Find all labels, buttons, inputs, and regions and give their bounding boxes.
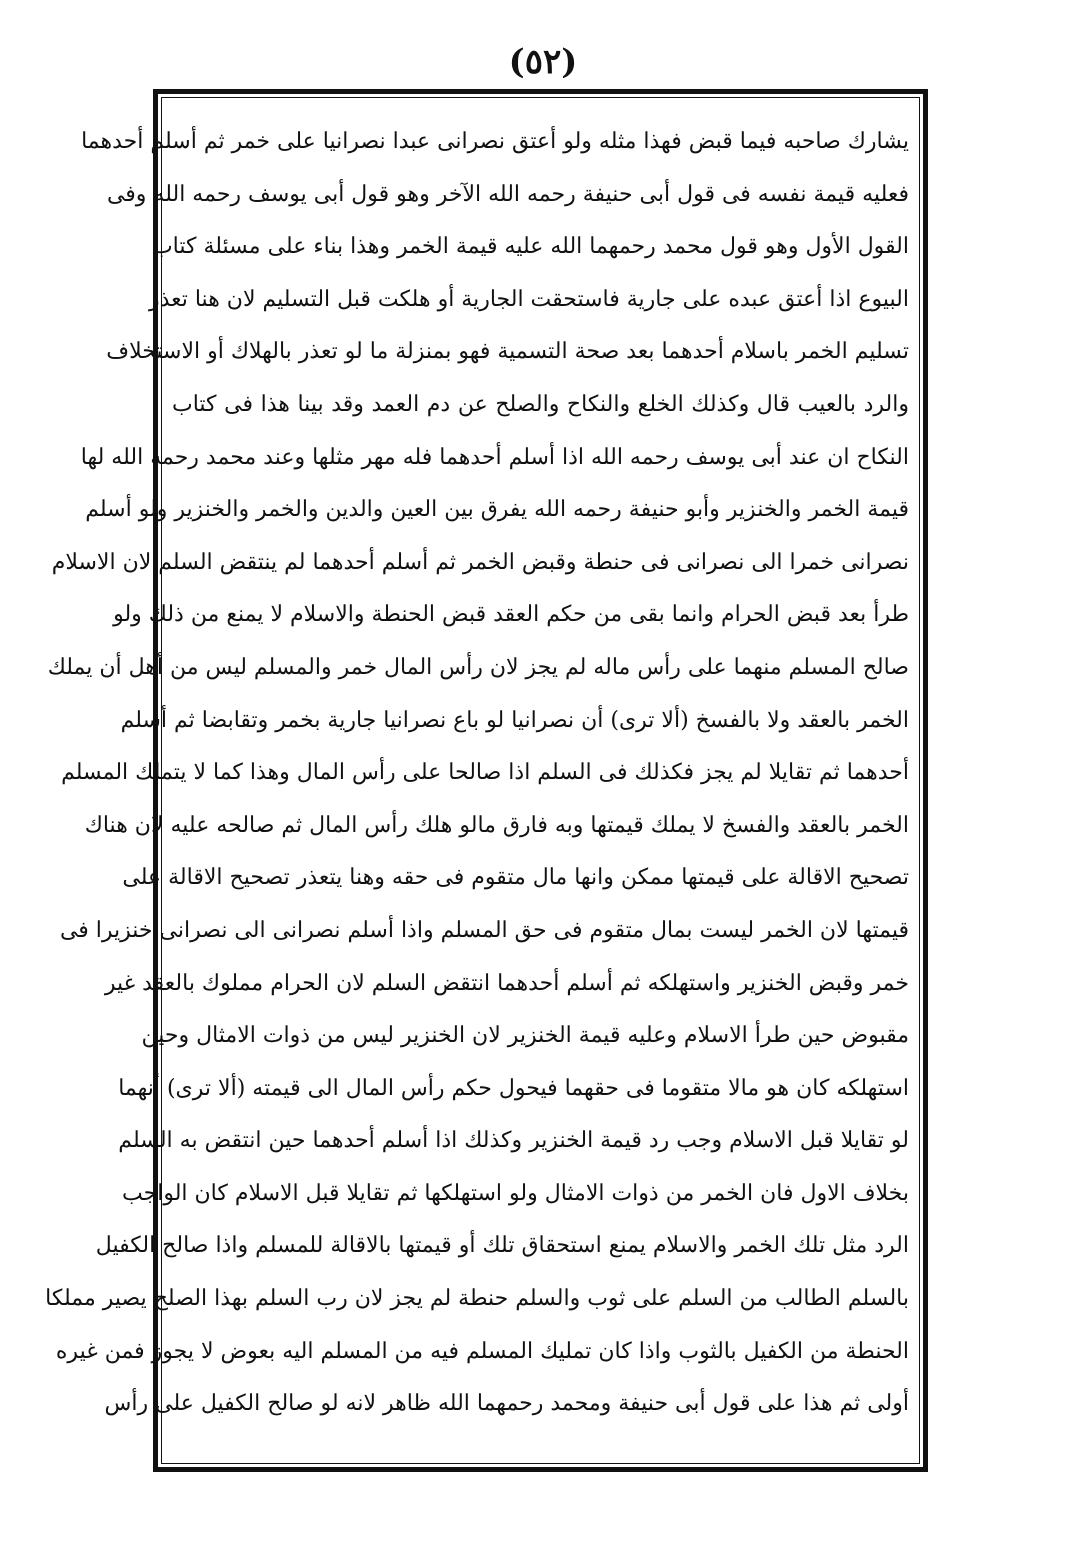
- text-line: الحنطة من الكفيل بالثوب واذا كان تمليك المسلم فيه من المسلم اليه بعوض لا يجوز فمن غيره: [55, 1338, 909, 1364]
- text-line: نصرانى خمرا الى نصرانى فى حنطة وقبض الخمر ثم أسلم أحدهما لم ينتقض السلم لان الاسلام: [51, 549, 909, 575]
- text-line: النكاح ان عند أبى يوسف رحمه الله اذا أسلم أحدهما فله مهر مثلها وعند محمد رحمه الله لها: [80, 444, 909, 470]
- text-line: أولى ثم هذا على قول أبى حنيفة ومحمد رحمهما الله ظاهر لانه لو صالح الكفيل على رأس: [104, 1391, 909, 1417]
- text-line: مقبوض حين طرأ الاسلام وعليه قيمة الخنزير لان الخنزير ليس من ذوات الامثال وحين: [141, 1023, 909, 1049]
- text-line: فعليه قيمة نفسه فى قول أبى حنيفة رحمه الله الآخر وهو قول أبى يوسف رحمه الله وفى: [106, 181, 909, 207]
- text-body: [45, 116, 909, 1431]
- text-line: صالح المسلم منهما على رأس ماله لم يجز لان رأس المال خمر والمسلم ليس من أهل أن يملك: [47, 654, 909, 680]
- text-line: يشارك صاحبه فيما قبض فهذا مثله ولو أعتق نصرانى عبدا نصرانيا على خمر ثم أسلم أحدهما: [81, 129, 909, 154]
- text-line: تسليم الخمر باسلام أحدهما بعد صحة التسمية فهو بمنزلة ما لو تعذر بالهلاك أو الاستخلاف: [106, 339, 909, 365]
- text-line: بخلاف الاول فان الخمر من ذوات الامثال ولو استهلكها ثم تقايلا قبل الاسلام كان الواجب: [122, 1180, 909, 1206]
- text-line: القول الأول وهو قول محمد رحمهما الله عليه قيمة الخمر وهذا بناء على مسئلة كتاب: [151, 234, 909, 260]
- text-line: البيوع اذا أعتق عبده على جارية فاستحقت الجارية أو هلكت قبل التسليم لان هنا تعذر: [148, 286, 909, 312]
- text-line: أحدهما ثم تقايلا لم يجز فكذلك فى السلم اذا صالحا على رأس المال وهذا كما لا يتملك المسلم: [61, 760, 909, 786]
- text-line: الخمر بالعقد والفسخ لا يملك قيمتها وبه فارق مالو هلك رأس المال ثم صالحه عليه لان هناك: [84, 812, 909, 838]
- text-line: استهلكه كان هو مالا متقوما فى حقهما فيحول حكم رأس المال الى قيمته (ألا ترى) أنهما: [118, 1075, 909, 1101]
- text-line: خمر وقبض الخنزير واستهلكه ثم أسلم أحدهما انتقض السلم لان الحرام مملوك بالعقد غير: [104, 970, 909, 996]
- text-line: والرد بالعيب قال وكذلك الخلع والنكاح والصلح عن دم العمد وقد بينا هذا فى كتاب: [172, 391, 909, 417]
- text-line: بالسلم الطالب من السلم على ثوب والسلم حنطة لم يجز لان رب السلم بهذا الصلح يصير مملكا: [45, 1286, 909, 1312]
- text-line: لو تقايلا قبل الاسلام وجب رد قيمة الخنزير وكذلك اذا أسلم أحدهما حين انتقض به السلم: [118, 1128, 909, 1154]
- text-line: قيمة الخمر والخنزير وأبو حنيفة رحمه الله يفرق بين العين والدين والخمر والخنزير ولو أسلم: [85, 497, 909, 523]
- text-line: الخمر بالعقد ولا بالفسخ (ألا ترى) أن نصرانيا لو باع نصرانيا جارية بخمر وتقابضا ثم أسلم: [120, 707, 909, 733]
- text-line: الرد مثل تلك الخمر والاسلام يمنع استحقاق تلك أو قيمتها بالاقالة للمسلم واذا صالح الكفيل: [95, 1233, 909, 1259]
- page-number: (٥٢): [508, 42, 578, 82]
- text-line: تصحيح الاقالة على قيمتها ممكن وانها مال متقوم فى حقه وهنا يتعذر تصحيح الاقالة على: [122, 865, 909, 891]
- text-line: قيمتها لان الخمر ليست بمال متقوم فى حق المسلم واذا أسلم نصرانى الى نصرانى خنزيرا فى: [59, 917, 909, 943]
- text-line: طرأ بعد قبض الحرام وانما بقى من حكم العقد قبض الحنطة والاسلام لا يمنع من ذلك ولو: [113, 602, 909, 628]
